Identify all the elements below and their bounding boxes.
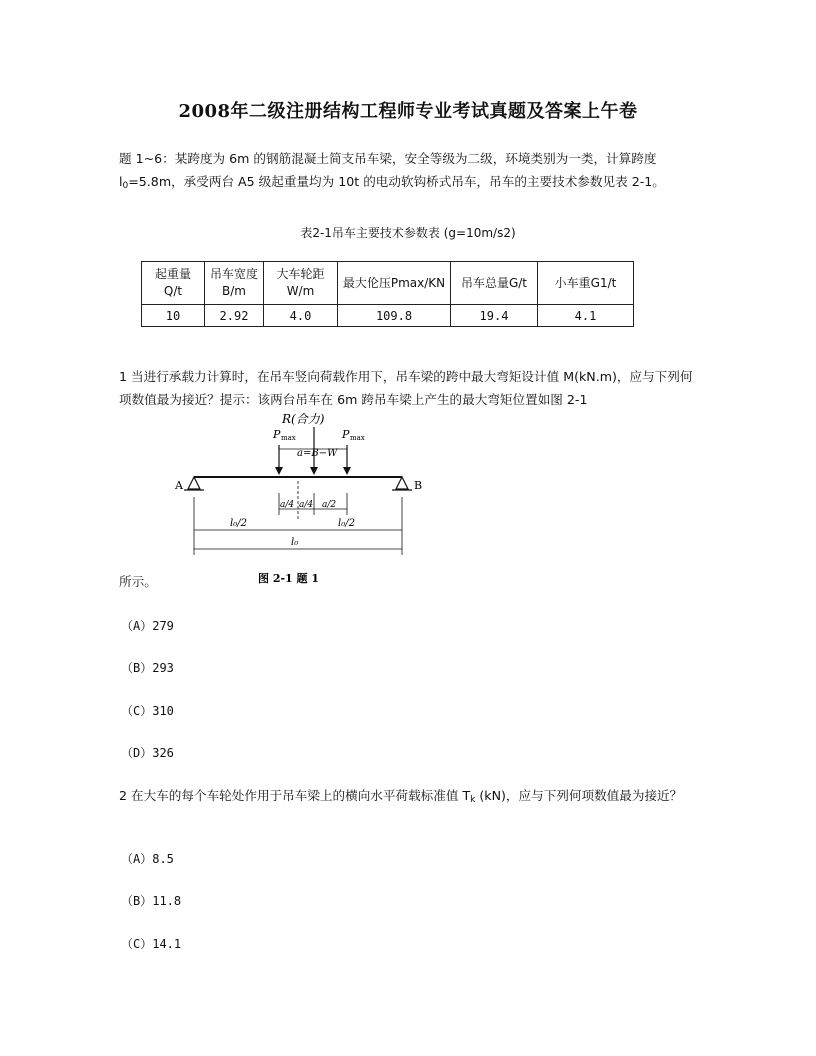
pmax-right-label: [341, 428, 365, 442]
table-row: [142, 305, 634, 327]
option-2c: （C）14.1: [121, 937, 182, 951]
table-cell: 10: [142, 305, 205, 327]
resultant-arrowhead: [310, 467, 318, 475]
page-title: 2008年二级注册结构工程师专业考试真题及答案上午卷: [178, 101, 638, 122]
question-2-text-2: (kN)，应与下列何项数值最为接近？: [475, 788, 683, 803]
full-span-label: l₀: [291, 537, 299, 548]
question-1-continuation: 所示。: [119, 574, 157, 589]
table-cell: 19.4: [451, 305, 538, 327]
option-1b: （B）293: [121, 661, 174, 675]
a4-right-label: a/4: [299, 500, 314, 510]
header-cell: 吊车宽度 B/m: [205, 262, 264, 305]
option-2b: （B）11.8: [121, 894, 182, 908]
svg-text:max: max: [350, 434, 365, 442]
svg-text:max: max: [281, 434, 296, 442]
table-caption: 表2-1吊车主要技术参数表 (g=10m/s2): [300, 226, 516, 240]
question-1-text: 1 当进行承载力计算时，在吊车竖向荷载作用下，吊车梁的跨中最大弯矩设计值 M(kN.m)，应与下列何项数值最为接近？提示：该两台吊车在 6m 跨吊车梁上产生的最大弯矩位置如图 2-1: [119, 369, 693, 407]
support-a-symbol: [188, 477, 200, 489]
svg-text:P: P: [342, 428, 350, 441]
table-cell: 4.0: [264, 305, 338, 327]
pmax-left-arrowhead: [275, 467, 283, 475]
support-b-label: B: [414, 479, 423, 492]
table-cell: 2.92: [205, 305, 264, 327]
wheel-spacing-label: a=B−W: [297, 448, 338, 459]
option-1d: （D）326: [121, 746, 174, 760]
intro-text-1: 题 1~6：某跨度为 6m 的钢筋混凝土简支吊车梁，安全等级为二级，环境类别为一类，计算跨度 l: [119, 151, 657, 189]
a4-left-label: a/4: [280, 500, 295, 510]
parameter-table: [141, 261, 634, 327]
header-cell: 小车重G1/t: [538, 262, 634, 305]
a2-label: a/2: [322, 500, 337, 510]
option-1a: （A）279: [121, 619, 174, 633]
header-cell: 最大伦压Pmax/KN: [338, 262, 451, 305]
intro-subscript: 0: [122, 181, 129, 191]
support-a-label: A: [175, 479, 183, 492]
svg-text:P: P: [273, 428, 281, 441]
intro-text-2: =5.8m，承受两台 A5 级起重量均为 10t 的电动软钩桥式吊车，吊车的主要技术参数见表 2-1。: [128, 174, 665, 189]
table-cell: 4.1: [538, 305, 634, 327]
option-2a: （A）8.5: [121, 852, 174, 866]
option-1c: （C）310: [121, 704, 174, 718]
pmax-right-arrowhead: [343, 467, 351, 475]
question-2-subscript: k: [470, 795, 476, 805]
table-header-row: [142, 262, 634, 305]
header-cell: 大车轮距 W/m: [264, 262, 338, 305]
pmax-left-label: [272, 428, 296, 442]
half-left-label: l₀/2: [230, 518, 247, 529]
table-cell: 109.8: [338, 305, 451, 327]
question-2-text-1: 2 在大车的每个车轮处作用于吊车梁上的横向水平荷载标准值 T: [119, 788, 471, 803]
half-right-label: l₀/2: [338, 518, 355, 529]
beam-diagram: [170, 405, 440, 590]
resultant-label: R(合力): [282, 412, 325, 426]
header-cell: 起重量 Q/t: [142, 262, 205, 305]
support-b-symbol: [396, 477, 408, 489]
intro-paragraph: [119, 147, 699, 198]
question-2-text: [119, 784, 699, 812]
figure-caption: 图 2-1 题 1: [258, 572, 320, 585]
header-cell: 吊车总量G/t: [451, 262, 538, 305]
